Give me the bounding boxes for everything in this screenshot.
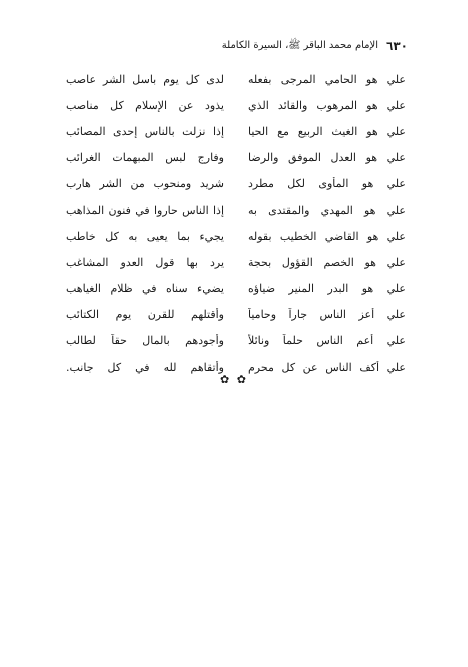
verse [66,302,406,328]
first-hemistich: علي هو الخصم القؤول بحجة [248,255,406,269]
first-hemistich: علي أكف الناس عن كل محرم [248,360,406,374]
first-hemistich: علي هو المرهوب والقائد الذي [248,98,406,112]
verse [66,92,406,118]
second-hemistich: يذود عن الإسلام كل مناصب [66,98,224,112]
second-hemistich: يضيء سناه في ظلام الغياهب [66,282,224,296]
second-hemistich: يرد بها قول العدو المشاغب [66,255,224,269]
first-hemistich: علي هو الغيث الربيع مع الحيا [248,124,406,138]
second-hemistich: لدى كل يوم باسل الشر عاصب [66,72,224,86]
first-hemistich: علي أعز الناس جاراً وحامياً [248,308,406,322]
second-hemistich: إذا نزلت بالناس إحدى المصائب [66,124,224,138]
first-hemistich: علي هو المهدي والمقتدى به [248,203,406,217]
first-hemistich: علي هو العدل الموفق والرضا [248,151,406,165]
running-title: الإمام محمد الباقر ﷺ، السيرة الكاملة [221,40,379,51]
verse [66,223,406,249]
verse [66,328,406,354]
page-header [40,36,408,56]
first-hemistich: علي هو المأوى لكل مطرد [248,177,406,191]
second-hemistich: وأقتلهم للقرن يوم الكتائب [66,308,224,322]
second-hemistich: شريد ومنحوب من الشر هارب [66,177,224,191]
flower-ornament-icon: ✿ ✿ [220,373,248,386]
second-hemistich: يجيء بما يعيى به كل خاطب [66,229,224,243]
verse [66,249,406,275]
poem [66,66,406,380]
second-hemistich: وأتقاهم لله في كل جانب. [66,360,224,374]
first-hemistich: علي أعم الناس حلماً ونائلاً [248,334,406,348]
verse [66,118,406,144]
verse [66,171,406,197]
verse [66,197,406,223]
second-hemistich: وفارج لبس المبهمات الغرائب [66,151,224,165]
second-hemistich: إذا الناس حاروا في فنون المذاهب [66,203,224,217]
page-number: ٦٣٠ [386,39,408,53]
verse [66,66,406,92]
first-hemistich: علي هو الحامي المرجى بفعله [248,72,406,86]
verse [66,145,406,171]
first-hemistich: علي هو القاضي الخطيب بقوله [248,229,406,243]
first-hemistich: علي هو البدر المنير ضياؤه [248,282,406,296]
second-hemistich: وأجودهم بالمال حقاً لطالب [66,334,224,348]
verse [66,276,406,302]
